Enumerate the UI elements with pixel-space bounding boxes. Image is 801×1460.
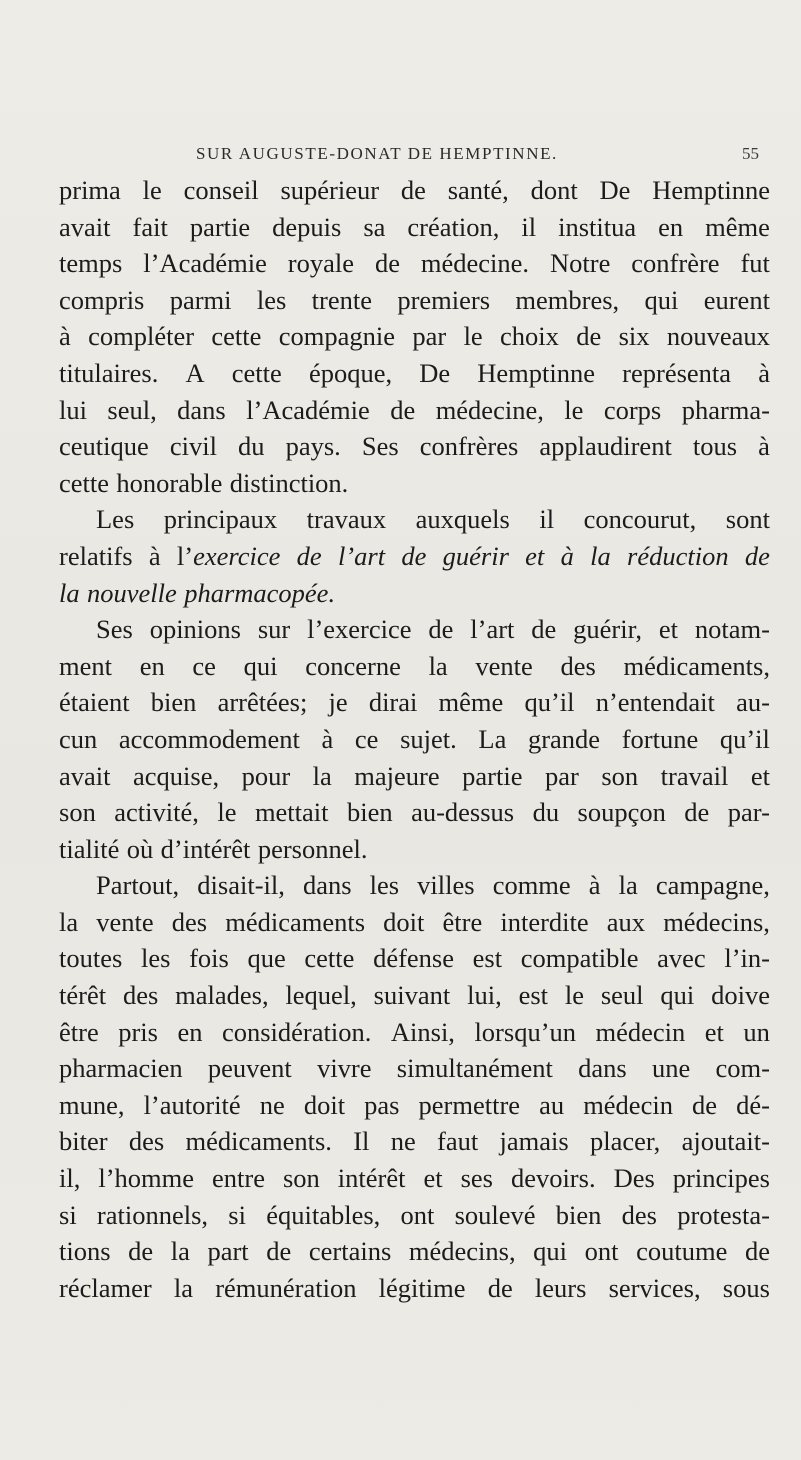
text-line: Ses opinions sur l’exercice de l’art de guérir, et notam- [96,614,770,645]
text-line: toutes les fois que cette défense est compatible avec l’in- [59,943,770,974]
text-line: cun accommodement à ce sujet. La grande fortune qu’il [59,723,770,754]
text-line: la nouvelle pharmacopée. [59,577,336,608]
text-line: Partout, disait-il, dans les villes comme à la campagne, [96,870,770,901]
text-line: ment en ce qui concerne la vente des médicaments, [59,650,770,681]
text-line: avait fait partie depuis sa création, il institua en même [59,211,770,242]
text-line: il, l’homme entre son intérêt et ses devoirs. Des principes [59,1163,770,1194]
text-line: lui seul, dans l’Académie de médecine, le corps pharma- [59,394,770,425]
text-line: cette honorable distinction. [59,467,349,498]
text-line: avait acquise, pour la majeure partie par son travail et [59,760,770,791]
text-line: titulaires. A cette époque, De Hemptinne représenta à [59,357,770,388]
text-line: à compléter cette compagnie par le choix de six nouveaux [59,321,770,352]
text-line: ceutique civil du pays. Ses confrères applaudirent tous à [59,431,770,462]
text-line: biter des médicaments. Il ne faut jamais placer, ajoutait- [59,1126,770,1157]
text-line: la vente des médicaments doit être interdite aux médecins, [59,906,770,937]
text-line: relatifs à l’exercice de l’art de guérir et à la réduction de [59,540,770,571]
text-line: si rationnels, si équitables, ont soulevé bien des protesta- [59,1199,770,1230]
text-line: Les principaux travaux auxquels il concourut, sont [96,504,770,535]
text-line: tialité où d’intérêt personnel. [59,833,368,864]
text-line: tions de la part de certains médecins, qui ont coutume de [59,1236,770,1267]
text-line: étaient bien arrêtées; je dirai même qu’il n’entendait au- [59,687,770,718]
text-line: térêt des malades, lequel, suivant lui, est le seul qui doive [59,980,770,1011]
text-line: compris parmi les trente premiers membres, qui eurent [59,284,770,315]
text-line: pharmacien peuvent vivre simultanément dans une com- [59,1053,770,1084]
text-line: mune, l’autorité ne doit pas permettre au médecin de dé- [59,1089,770,1120]
page-number: 55 [742,144,759,163]
running-head: SUR AUGUSTE-DONAT DE HEMPTINNE. [196,144,558,163]
text-line: prima le conseil supérieur de santé, dont De Hemptinne [59,175,770,205]
text-line: temps l’Académie royale de médecine. Notre confrère fut [59,248,770,279]
text-line: être pris en considération. Ainsi, lorsqu’un médecin et un [59,1016,770,1047]
body-text [59,172,770,1306]
text-line: son activité, le mettait bien au-dessus du soupçon de par- [59,797,770,828]
text-line: réclamer la rémunération légitime de leurs services, sous [59,1272,770,1303]
